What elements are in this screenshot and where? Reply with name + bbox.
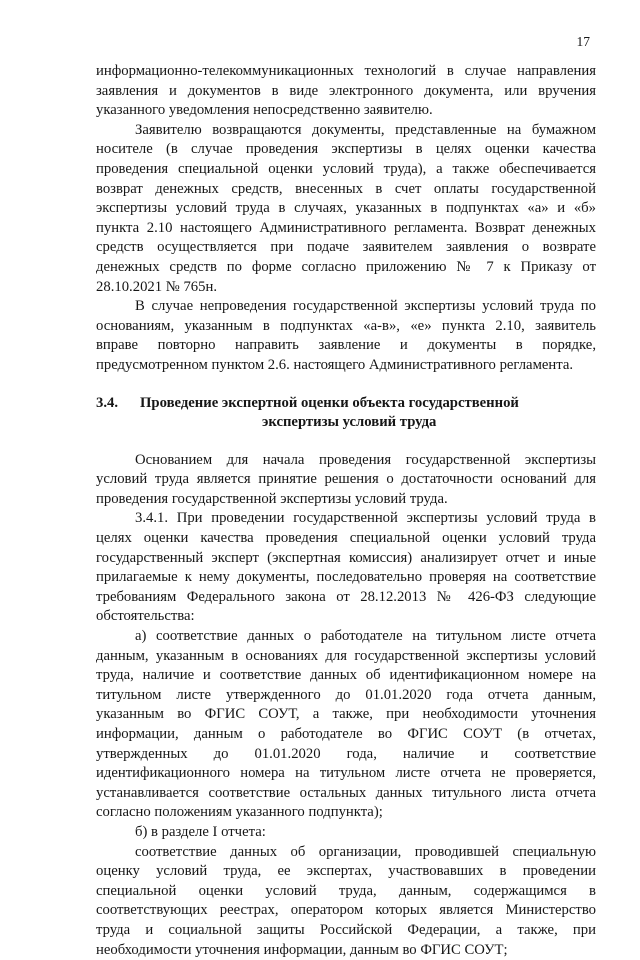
text-line: В случае непроведения государственной экспертизы условий труда по [135,298,596,315]
text-line: условий труда является принятие решения о достаточности оснований для [96,471,596,488]
text-line: устанавливается соответствие остальных данных титульного листа отчета [96,784,596,801]
text-line: данным, указанным в основаниях для государственной экспертизы условий [96,647,596,664]
text-line: б) в разделе I отчета: [135,823,266,840]
text-line: необходимости уточнения информации, данным во ФГИС СОУТ; [96,941,508,958]
text-line: идентификационного номера на титульном листе отчета не проверяется, [96,765,596,782]
page-number: 17 [576,34,590,49]
paragraph [96,62,596,121]
text-line: пункта 2.10 настоящего Административного регламента. Возврат денежных [96,219,596,236]
text-line: специальной оценки условий труда, данным, содержащимся в [96,882,596,899]
text-line: утвержденных до 01.01.2020 года, наличие и соответствие [96,745,596,762]
text-line: заявления и документов в виде электронного документа, или вручения [96,82,596,99]
section-title: Проведение экспертной оценки объекта государственной [140,394,519,411]
text-line: оценку условий труда, ее экспертах, участвовавших в проведении [96,863,596,880]
text-line: требованиям Федерального закона от 28.12.2013 № 426-ФЗ следующие [96,588,596,605]
text-line: денежных средств по форме согласно приложению № 7 к Приказу от [96,258,596,275]
text-line: информации, данным о работодателе во ФГИС СОУТ (в отчетах, [96,726,596,742]
text-line: соответствующих реестрах, оператором которых является Министерство [96,902,596,919]
text-line: информационно-телекоммуникационных технологий в случае направления [96,63,596,79]
text-line: проведения государственной экспертизы условий труда. [96,490,448,507]
text-line: указанного уведомления непосредственно заявителю. [96,102,433,119]
text-line: Заявителю возвращаются документы, представленные на бумажном [135,121,596,138]
text-line: 28.10.2021 № 765н. [96,278,218,295]
section-number: 3.4. [96,394,119,411]
spacer [96,433,596,451]
text-line: указанным во ФГИС СОУТ, а также, при необходимости уточнения [96,706,596,723]
text-line: прилагаемые к нему документы, последовательно проверяя на соответствие [96,569,596,586]
spacer [96,376,596,394]
text-line: экспертизы условий труда в случаях, указанных в подпунктах «а» и «б» [96,200,596,217]
text-line: предусмотренном пунктом 2.6. настоящего Административного регламента. [96,356,574,373]
paragraph [96,843,596,960]
text-line: проведения специальной оценки условий труда), а также обеспечивается [96,160,596,177]
text-line: средств осуществляется при подаче заявителем заявления о возврате [96,239,596,256]
text-line: основаниям, указанным в подпунктах «а-в», «е» пункта 2.10, заявитель [96,317,596,334]
paragraph [96,297,596,375]
document-body [96,62,596,960]
paragraph [96,509,596,627]
text-line: труда и социальной защиты Российской Федерации, а также, при [96,921,596,938]
paragraph [96,451,596,510]
paragraph [96,823,596,843]
text-line: государственный эксперт (экспертная комиссия) анализирует отчет и иные [96,549,596,566]
text-line: возврат денежных средств, внесенных в счет оплаты государственной [96,180,596,197]
text-line: а) соответствие данных о работодателе на титульном листе отчета [135,628,596,645]
text-line: 3.4.1. При проведении государственной экспертизы условий труда в [135,510,596,527]
section-title-continued: экспертизы условий труда [262,414,437,431]
text-line: Основанием для начала проведения государственной экспертизы [135,451,596,468]
text-line: целях оценки качества проведения специальной оценки условий труда [96,530,596,547]
section-heading [96,394,596,433]
text-line: обстоятельства: [96,608,195,625]
text-line: соответствие данных об организации, проводившей специальную [135,843,596,860]
text-line: носителе (в случае проведения экспертизы в целях оценки качества [96,141,596,158]
section-heading-line [96,394,596,414]
text-line: титульном листе утвержденного до 01.01.2020 года отчета данным, [96,686,596,703]
text-line: вправе повторно направить заявление и документы в порядке, [96,337,596,354]
text-line: труда, наличие и соответствие данных об идентификационном номере на [96,667,596,684]
paragraph [96,627,596,823]
paragraph [96,121,596,297]
text-line: согласно положениям указанного подпункта); [96,804,383,821]
